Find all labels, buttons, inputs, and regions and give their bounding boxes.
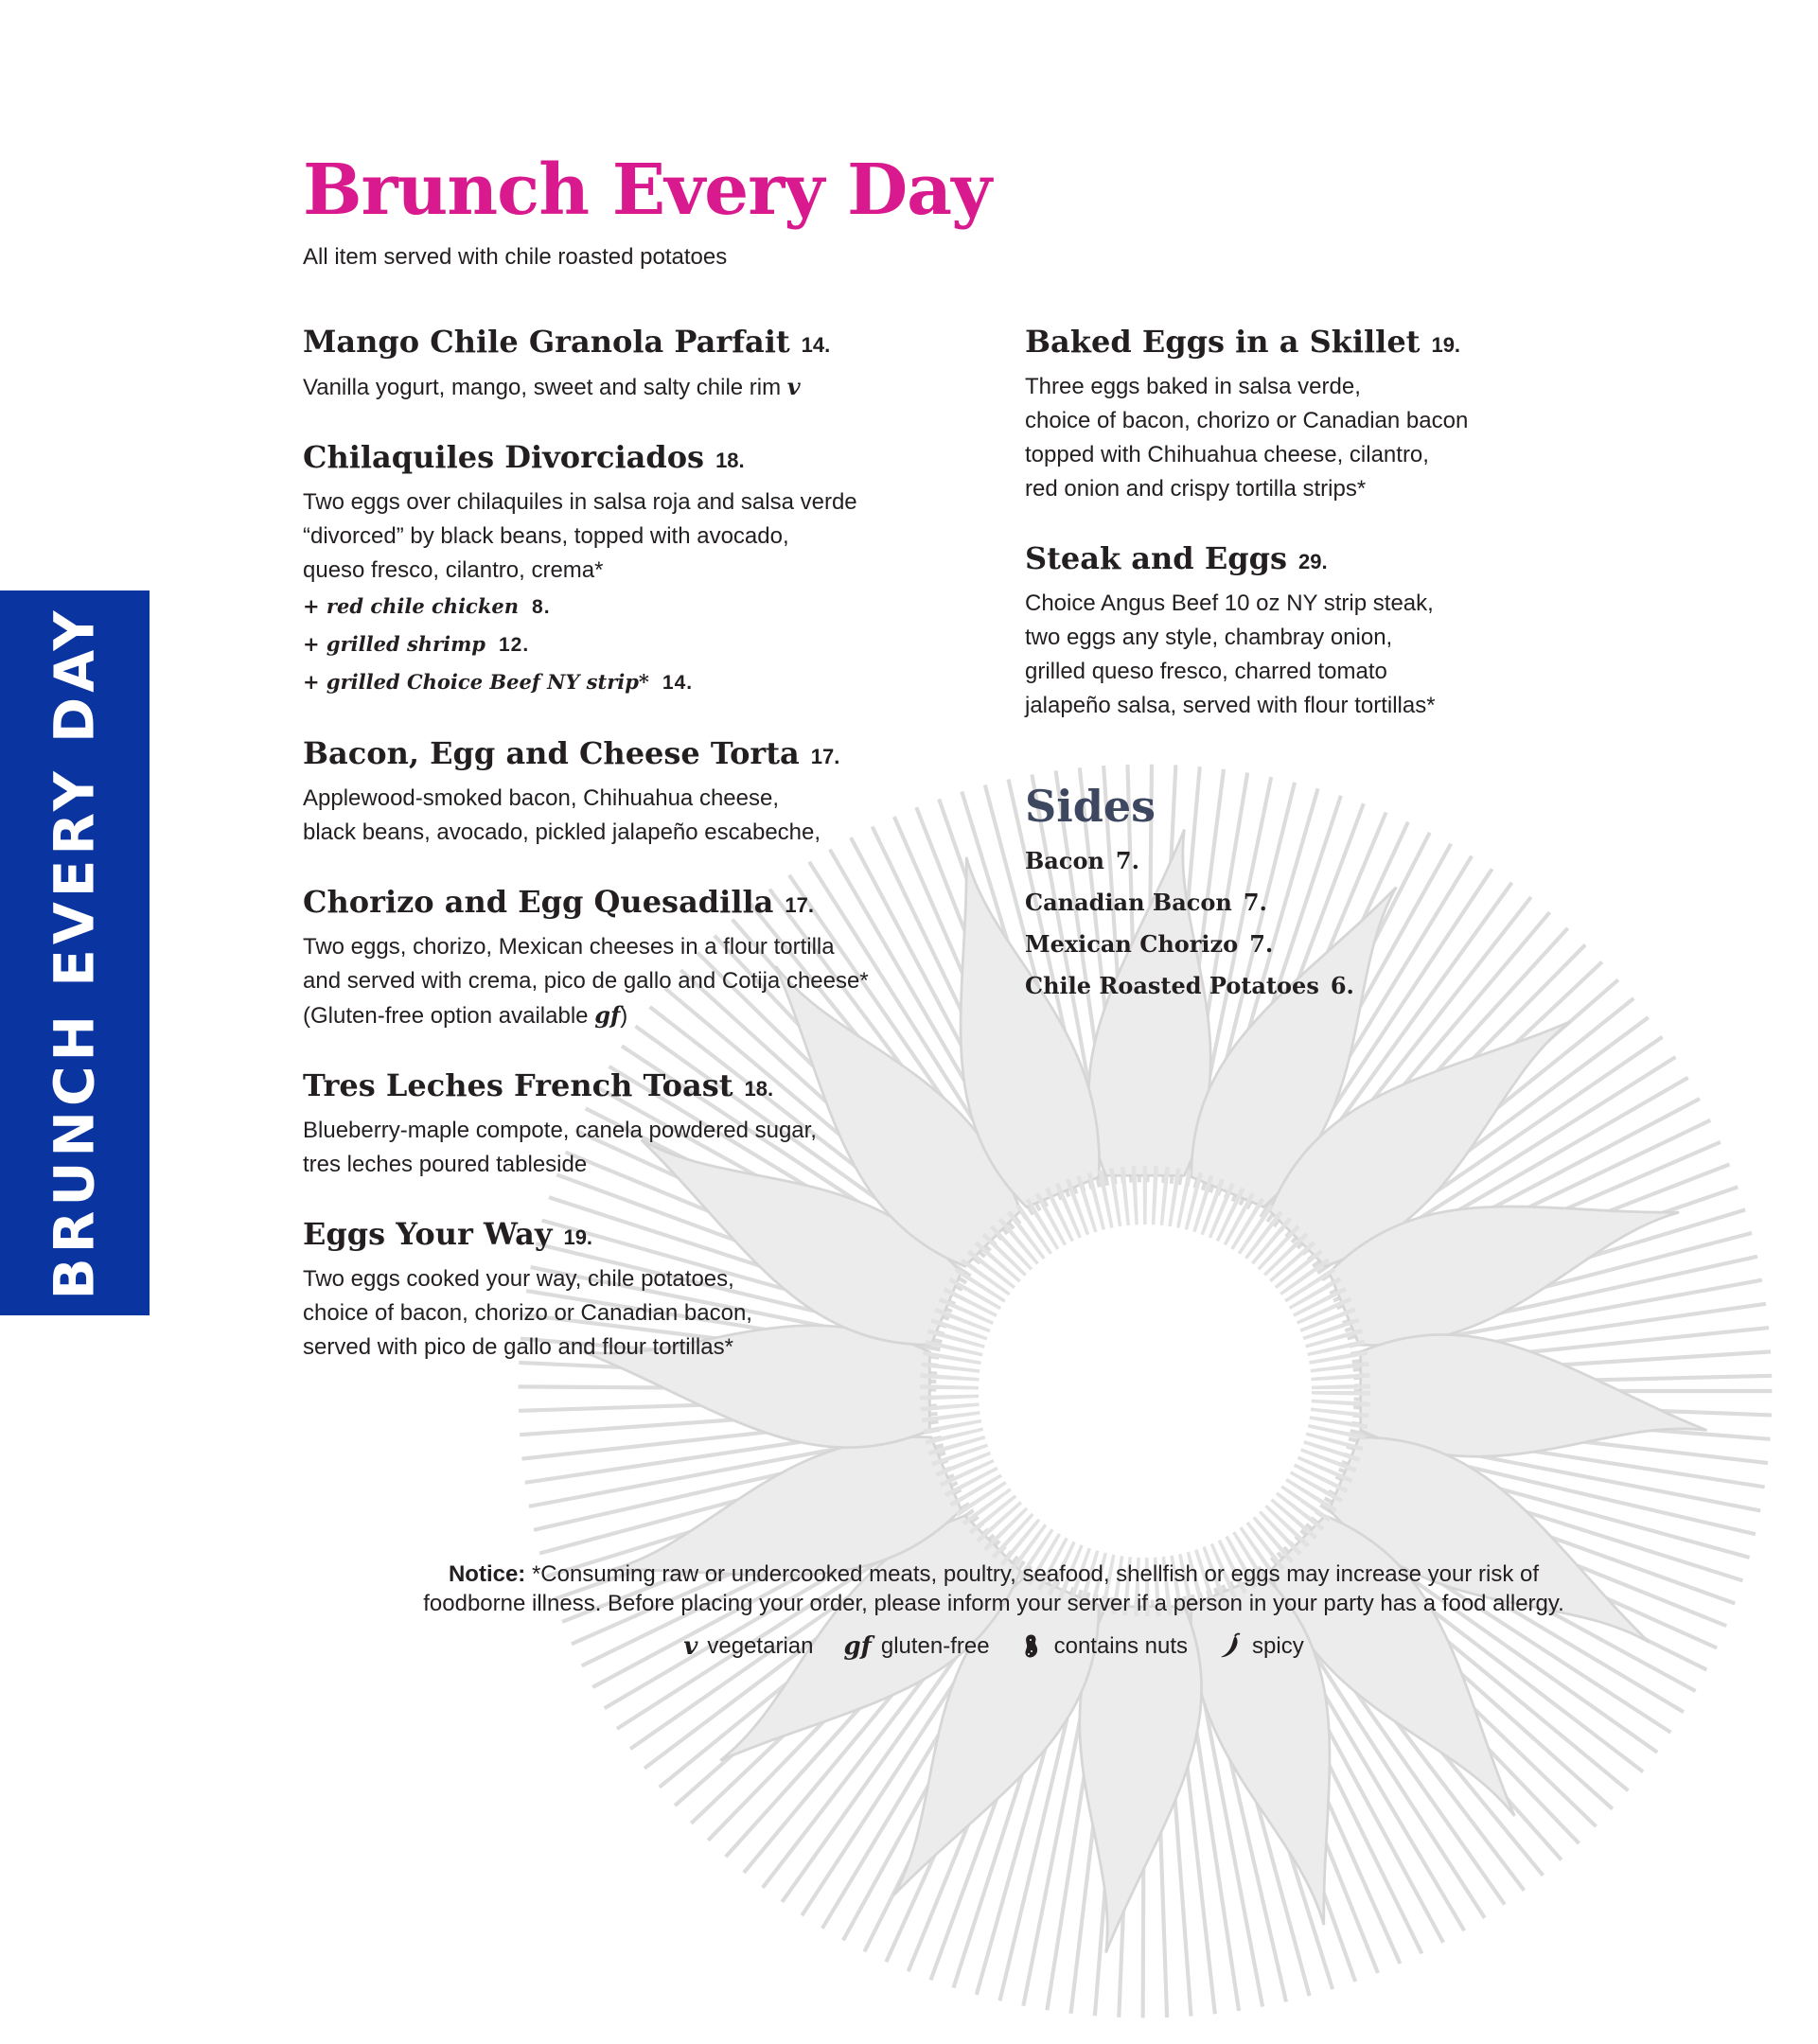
menu-item-header: [1025, 320, 1706, 370]
side-item-name: Bacon: [1025, 847, 1104, 874]
menu-item-header: [303, 880, 965, 930]
description-text: choice of bacon, chorizo or Canadian bacon: [1025, 408, 1469, 433]
contains-nuts-label: contains nuts: [1053, 1633, 1189, 1659]
menu-item-description: [303, 816, 965, 850]
menu-item-description: [303, 520, 965, 554]
menu-item-name: Chilaquiles Divorciados: [303, 439, 705, 475]
menu-item-description: [303, 1262, 965, 1296]
menu-item-description: [1025, 404, 1706, 438]
notice-label: Notice:: [448, 1561, 526, 1587]
menu-item-price: 29.: [1297, 550, 1328, 573]
description-text: Three eggs baked in salsa verde,: [1025, 374, 1361, 399]
menu-item-price: 19.: [563, 1225, 593, 1249]
notice-line-1: *Consuming raw or undercooked meats, poultry, seafood, shellfish or eggs may increase your risk of: [525, 1561, 1540, 1587]
description-text: served with pico de gallo and flour tortillas*: [303, 1334, 733, 1360]
notice-line-2: foodborne illness. Before placing your order, please inform your server if a person in your party has a food allergy.: [423, 1591, 1564, 1616]
side-tab: [0, 590, 150, 1315]
menu-item-header: [303, 435, 965, 485]
menu-item-name: Chorizo and Egg Quesadilla: [303, 884, 774, 920]
side-item-price: 7.: [1249, 930, 1274, 958]
menu-item-name: Mango Chile Granola Parfait: [303, 324, 790, 360]
menu-item-description: [303, 1114, 965, 1148]
gluten-free-mark: gf: [594, 1001, 621, 1029]
menu-item-header: [303, 1064, 965, 1114]
vegetarian-label: vegetarian: [707, 1633, 814, 1659]
side-item-name: Canadian Bacon: [1025, 889, 1232, 916]
gf-note-close: ): [620, 1003, 628, 1029]
menu-item: [303, 880, 965, 1033]
menu-item: [303, 435, 965, 701]
description-text: Vanilla yogurt, mango, sweet and salty chile rim: [303, 375, 782, 400]
menu-item-name: Steak and Eggs: [1025, 540, 1287, 576]
vegetarian-mark: v: [786, 373, 801, 400]
description-text: Two eggs, chorizo, Mexican cheeses in a flour tortilla: [303, 934, 835, 960]
menu-item-header: [303, 320, 965, 370]
menu-item: [1025, 537, 1706, 723]
description-text: jalapeño salsa, served with flour tortillas*: [1025, 693, 1436, 718]
side-item: [1025, 924, 1354, 965]
page-title: Brunch Every Day: [303, 150, 992, 231]
peanut-icon: [1020, 1632, 1045, 1661]
gf-note-text: (Gluten-free option available: [303, 1003, 595, 1029]
menu-item-price: 17.: [785, 893, 814, 917]
side-item-name: Chile Roasted Potatoes: [1025, 972, 1319, 999]
description-text: grilled queso fresco, charred tomato: [1025, 659, 1387, 684]
addon-price: 14.: [662, 672, 694, 694]
sides-title: Sides: [1025, 781, 1156, 832]
description-text: Blueberry-maple compote, canela powdered sugar,: [303, 1118, 817, 1143]
right-column: [1025, 320, 1706, 753]
menu-item-price: 17.: [810, 745, 840, 768]
description-text: Choice Angus Beef 10 oz NY strip steak,: [1025, 590, 1434, 616]
side-item: [1025, 840, 1354, 882]
side-item-price: 6.: [1330, 972, 1354, 999]
addon-option: [303, 663, 965, 701]
description-text: “divorced” by black beans, topped with avocado,: [303, 523, 789, 549]
menu-item-description: [1025, 689, 1706, 723]
menu-item-description: [303, 782, 965, 816]
spicy-label: spicy: [1252, 1633, 1304, 1659]
dietary-legend: [284, 1632, 1703, 1661]
side-item-price: 7.: [1243, 889, 1267, 916]
description-text: two eggs any style, chambray onion,: [1025, 625, 1393, 650]
menu-item-header: [303, 731, 965, 782]
description-text: queso fresco, cilantro, crema*: [303, 557, 604, 583]
addon-price: 12.: [498, 634, 530, 656]
description-text: choice of bacon, chorizo or Canadian bacon,: [303, 1300, 752, 1326]
gluten-free-symbol: gf: [843, 1632, 872, 1661]
addon-price: 8.: [532, 596, 551, 618]
description-text: and served with crema, pico de gallo and Cotija cheese*: [303, 968, 869, 994]
menu-item-description: [303, 1296, 965, 1330]
menu-item-header: [1025, 537, 1706, 587]
legend-contains-nuts: [1020, 1632, 1188, 1661]
menu-item: [303, 320, 965, 405]
menu-item-description: [1025, 621, 1706, 655]
description-text: tres leches poured tableside: [303, 1152, 588, 1177]
menu-item-description: [303, 554, 965, 588]
description-text: Two eggs over chilaquiles in salsa roja and salsa verde: [303, 489, 857, 515]
menu-item-name: Bacon, Egg and Cheese Torta: [303, 735, 800, 771]
addon-name: + red chile chicken: [303, 594, 520, 618]
vegetarian-symbol: v: [683, 1632, 698, 1661]
left-column: [303, 320, 965, 1395]
legend-spicy: [1218, 1632, 1304, 1661]
addon-option: [303, 588, 965, 626]
description-text: topped with Chihuahua cheese, cilantro,: [1025, 442, 1429, 467]
menu-item-description: [1025, 587, 1706, 621]
menu-item-price: 18.: [744, 1077, 774, 1101]
addon-name: + grilled shrimp: [303, 632, 485, 656]
menu-item-name: Eggs Your Way: [303, 1216, 553, 1252]
menu-item-price: 14.: [801, 333, 831, 357]
menu-item-description: [303, 1148, 965, 1182]
sides-list: [1025, 840, 1354, 1007]
menu-item-price: 18.: [715, 449, 745, 472]
side-item-name: Mexican Chorizo: [1025, 930, 1239, 958]
menu-item-description: [303, 1330, 965, 1365]
menu-item-description: [303, 370, 965, 405]
menu-item-description: [1025, 370, 1706, 404]
menu-item: [303, 1064, 965, 1182]
addon-name: + grilled Choice Beef NY strip*: [303, 670, 649, 694]
side-item: [1025, 965, 1354, 1007]
menu-item-description: [303, 930, 965, 964]
page-subtitle: All item served with chile roasted potatoes: [303, 244, 728, 270]
chile-pepper-icon: [1218, 1632, 1243, 1661]
gluten-free-label: gluten-free: [880, 1633, 990, 1659]
addon-option: [303, 626, 965, 663]
legend-gluten-free: [843, 1632, 989, 1661]
menu-item-name: Baked Eggs in a Skillet: [1025, 324, 1421, 360]
gluten-free-option-note: [303, 998, 965, 1033]
menu-item-description: [303, 964, 965, 998]
menu-item: [303, 1212, 965, 1365]
menu-item: [303, 731, 965, 850]
description-text: Applewood-smoked bacon, Chihuahua cheese,: [303, 785, 780, 811]
description-text: Two eggs cooked your way, chile potatoes,: [303, 1266, 734, 1292]
menu-item-description: [303, 485, 965, 520]
side-item: [1025, 882, 1354, 924]
menu-item-price: 19.: [1431, 333, 1461, 357]
menu-item-header: [303, 1212, 965, 1262]
sides-section: [1025, 776, 1354, 1007]
side-item-price: 7.: [1115, 847, 1139, 874]
menu-item-description: [1025, 472, 1706, 506]
menu-item-description: [1025, 438, 1706, 472]
menu-item-description: [1025, 655, 1706, 689]
menu-item: [1025, 320, 1706, 506]
side-tab-label: BRUNCH EVERY DAY: [43, 606, 108, 1300]
description-text: black beans, avocado, pickled jalapeño escabeche,: [303, 819, 821, 845]
allergy-notice: [284, 1559, 1703, 1618]
description-text: red onion and crispy tortilla strips*: [1025, 476, 1367, 502]
legend-vegetarian: [683, 1632, 813, 1661]
menu-item-name: Tres Leches French Toast: [303, 1067, 733, 1103]
